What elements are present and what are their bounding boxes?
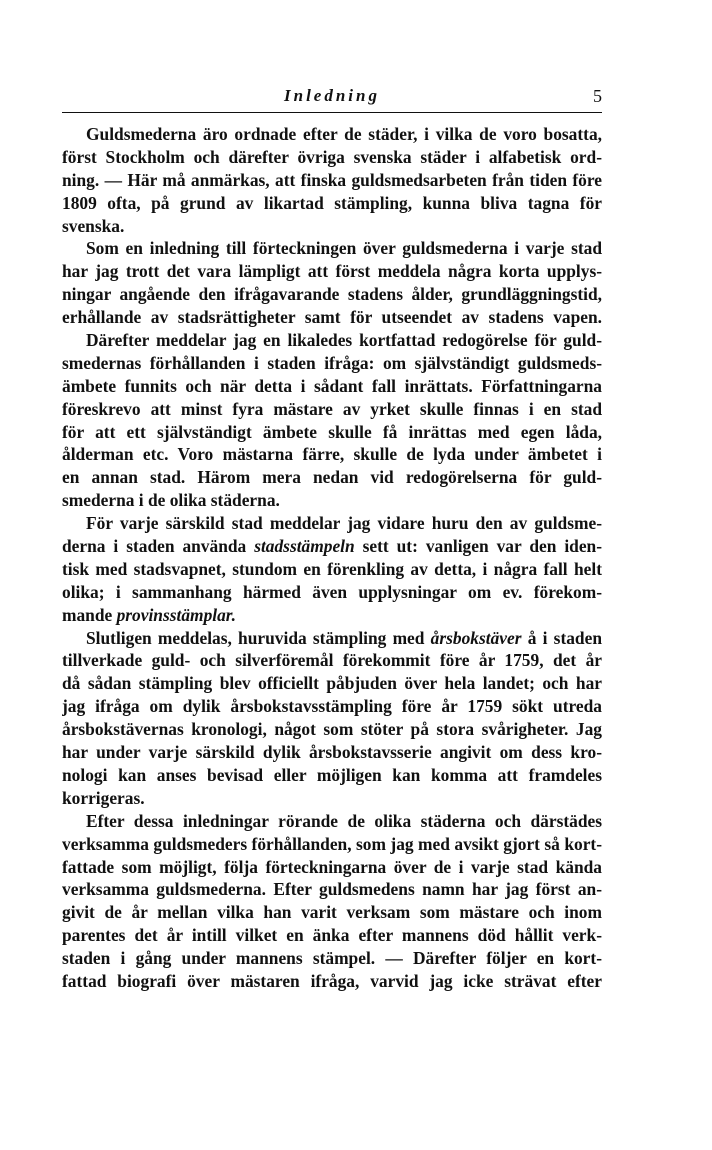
text-segment: sett ut: vanligen var den iden-: [354, 536, 602, 557]
text-line: [62, 627, 602, 650]
text-line: verksamma guldsmeders förhållanden, som jag med avsikt gjort så kort-: [62, 833, 602, 854]
running-head: [62, 84, 602, 113]
text-line: ålderman etc. Voro mästarna färre, skulle de lyda under ämbetet i: [62, 444, 602, 465]
text-line: smedernas förhållanden i staden ifråga: om självständigt guldsmeds-: [62, 352, 602, 373]
text-line: då sådan stämpling blev officiellt påbjuden över hela landet; och har: [62, 673, 602, 694]
text-line: givit de år mellan vilka han varit verksam som mästare och inom: [62, 902, 602, 923]
text-line: smederna i de olika städerna.: [62, 490, 280, 511]
text-line: ämbete funnits och när detta i sådant fall inrättats. Författningarna: [62, 375, 602, 396]
text-line: Guldsmederna äro ordnade efter de städer, i vilka de voro bosatta,: [86, 124, 602, 144]
text-line: Efter dessa inledningar rörande de olika städerna och därstädes: [86, 810, 602, 831]
text-line: [62, 604, 602, 627]
italic-term: provinsstämplar.: [116, 604, 236, 625]
chapter-title: Inledning: [284, 86, 380, 105]
text-segment: Slutligen meddelas, huruvida stämpling med: [86, 627, 431, 648]
text-line: staden i gång under mannens stämpel. — Därefter följer en kort-: [62, 948, 602, 969]
text-line: föreskrevo att minst fyra mästare av yrket skulle finnas i en stad: [62, 398, 602, 419]
text-line: 1809 ofta, på grund av likartad stämpling, kunna bliva tagna för: [62, 192, 602, 213]
text-line: För varje särskild stad meddelar jag vidare huru den av guldsme-: [86, 513, 602, 534]
text-line: fattade som möjligt, följa förteckningarna över de i varje stad kända: [62, 856, 602, 877]
text-line: för att ett självständigt ämbete skulle få inrättas med egen låda,: [62, 421, 602, 442]
text-segment: derna i staden använda: [62, 536, 255, 557]
text-line: tillverkade guld- och silverföremål förekommit före år 1759, det år: [62, 650, 602, 671]
text-line: nologi kan anses bevisad eller möjligen kan komma att framdeles: [62, 764, 602, 785]
text-line: årsbokstävernas kronologi, något som stöter på stora svårigheter. Jag: [62, 719, 602, 740]
italic-term: stadsstämpeln: [254, 536, 355, 557]
page: [62, 84, 602, 993]
text-line: jag ifråga om dylik årsbokstavsstämpling före år 1759 sökt utreda: [62, 696, 602, 717]
text-line: [62, 535, 602, 558]
text-line: fattad biografi över mästaren ifråga, varvid jag icke strävat efter: [62, 970, 602, 991]
text-line: svenska.: [62, 215, 125, 236]
text-line: erhållande av stadsrättigheter samt för utseendet av stadens vapen.: [62, 307, 602, 328]
text-line: verksamma guldsmederna. Efter guldsmedens namn har jag först an-: [62, 879, 602, 900]
italic-term: årsbokstäver: [430, 627, 522, 648]
text-segment: mande: [62, 604, 117, 625]
text-line: har jag trott det vara lämpligt att först meddela några korta upplys-: [62, 261, 602, 282]
text-segment: å i staden: [521, 627, 602, 648]
text-line: Därefter meddelar jag en likaledes kortfattad redogörelse för guld-: [86, 330, 602, 351]
text-line: Som en inledning till förteckningen över guldsmederna i varje stad: [86, 238, 602, 259]
page-number: 5: [593, 86, 602, 106]
text-line: har under varje särskild dylik årsbokstavsserie angivit om dess kro-: [62, 742, 602, 763]
text-line: ningar angående den ifrågavarande stadens ålder, grundläggningstid,: [62, 284, 602, 305]
text-line: ning. — Här må anmärkas, att finska guldsmedsarbeten från tiden före: [62, 169, 602, 190]
text-line: först Stockholm och därefter övriga svenska städer i alfabetisk ord-: [62, 146, 602, 167]
text-line: tisk med stadsvapnet, stundom en förenkling av detta, i några fall helt: [62, 558, 602, 579]
text-line: korrigeras.: [62, 787, 145, 808]
body-text: [62, 123, 602, 993]
text-line: en annan stad. Härom mera nedan vid redogörelserna för guld-: [62, 467, 602, 488]
text-line: parentes det år intill vilket en änka efter mannens död hållit verk-: [62, 925, 602, 946]
text-line: olika; i sammanhang härmed även upplysningar om ev. förekom-: [62, 581, 602, 602]
